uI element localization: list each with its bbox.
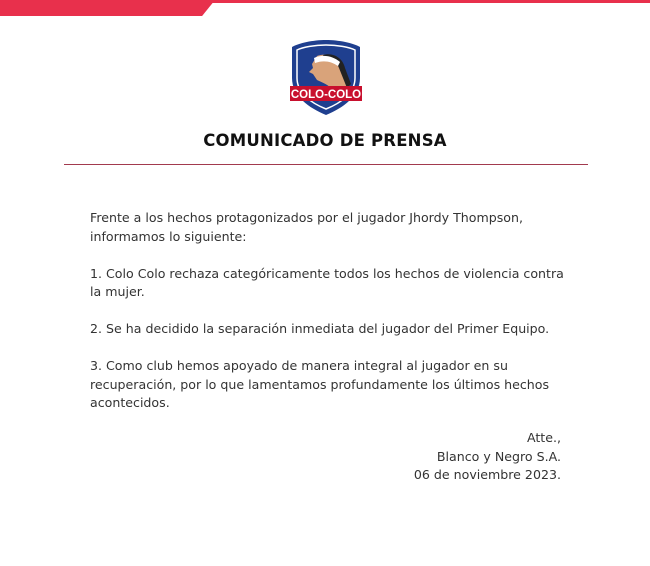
point-2: 2. Se ha decidido la separación inmediata del jugador del Primer Equipo. <box>90 321 550 336</box>
colo-colo-logo <box>287 38 365 116</box>
page-title: COMUNICADO DE PRENSA <box>203 131 447 150</box>
press-release-body <box>90 209 570 431</box>
title-divider <box>64 164 588 165</box>
header-accent-block <box>0 0 215 16</box>
signature-block <box>414 429 561 485</box>
signature-date: 06 de noviembre 2023. <box>413 467 561 482</box>
logo-text: COLO-COLO <box>290 89 362 101</box>
signature-org: Blanco y Negro S.A. <box>436 448 561 464</box>
signature-closing: Atte., <box>526 430 561 445</box>
point-3: 3. Como club hemos apoyado de manera integral al jugador en su recuperación, por lo que lamentamos profundamente los últimos hechos acontecidos. <box>90 358 550 410</box>
point-1: 1. Colo Colo rechaza categóricamente todos los hechos de violencia contra la mujer. <box>90 265 564 299</box>
intro-paragraph: Frente a los hechos protagonizados por el jugador Jhordy Thompson, informamos lo siguiente: <box>90 210 523 244</box>
